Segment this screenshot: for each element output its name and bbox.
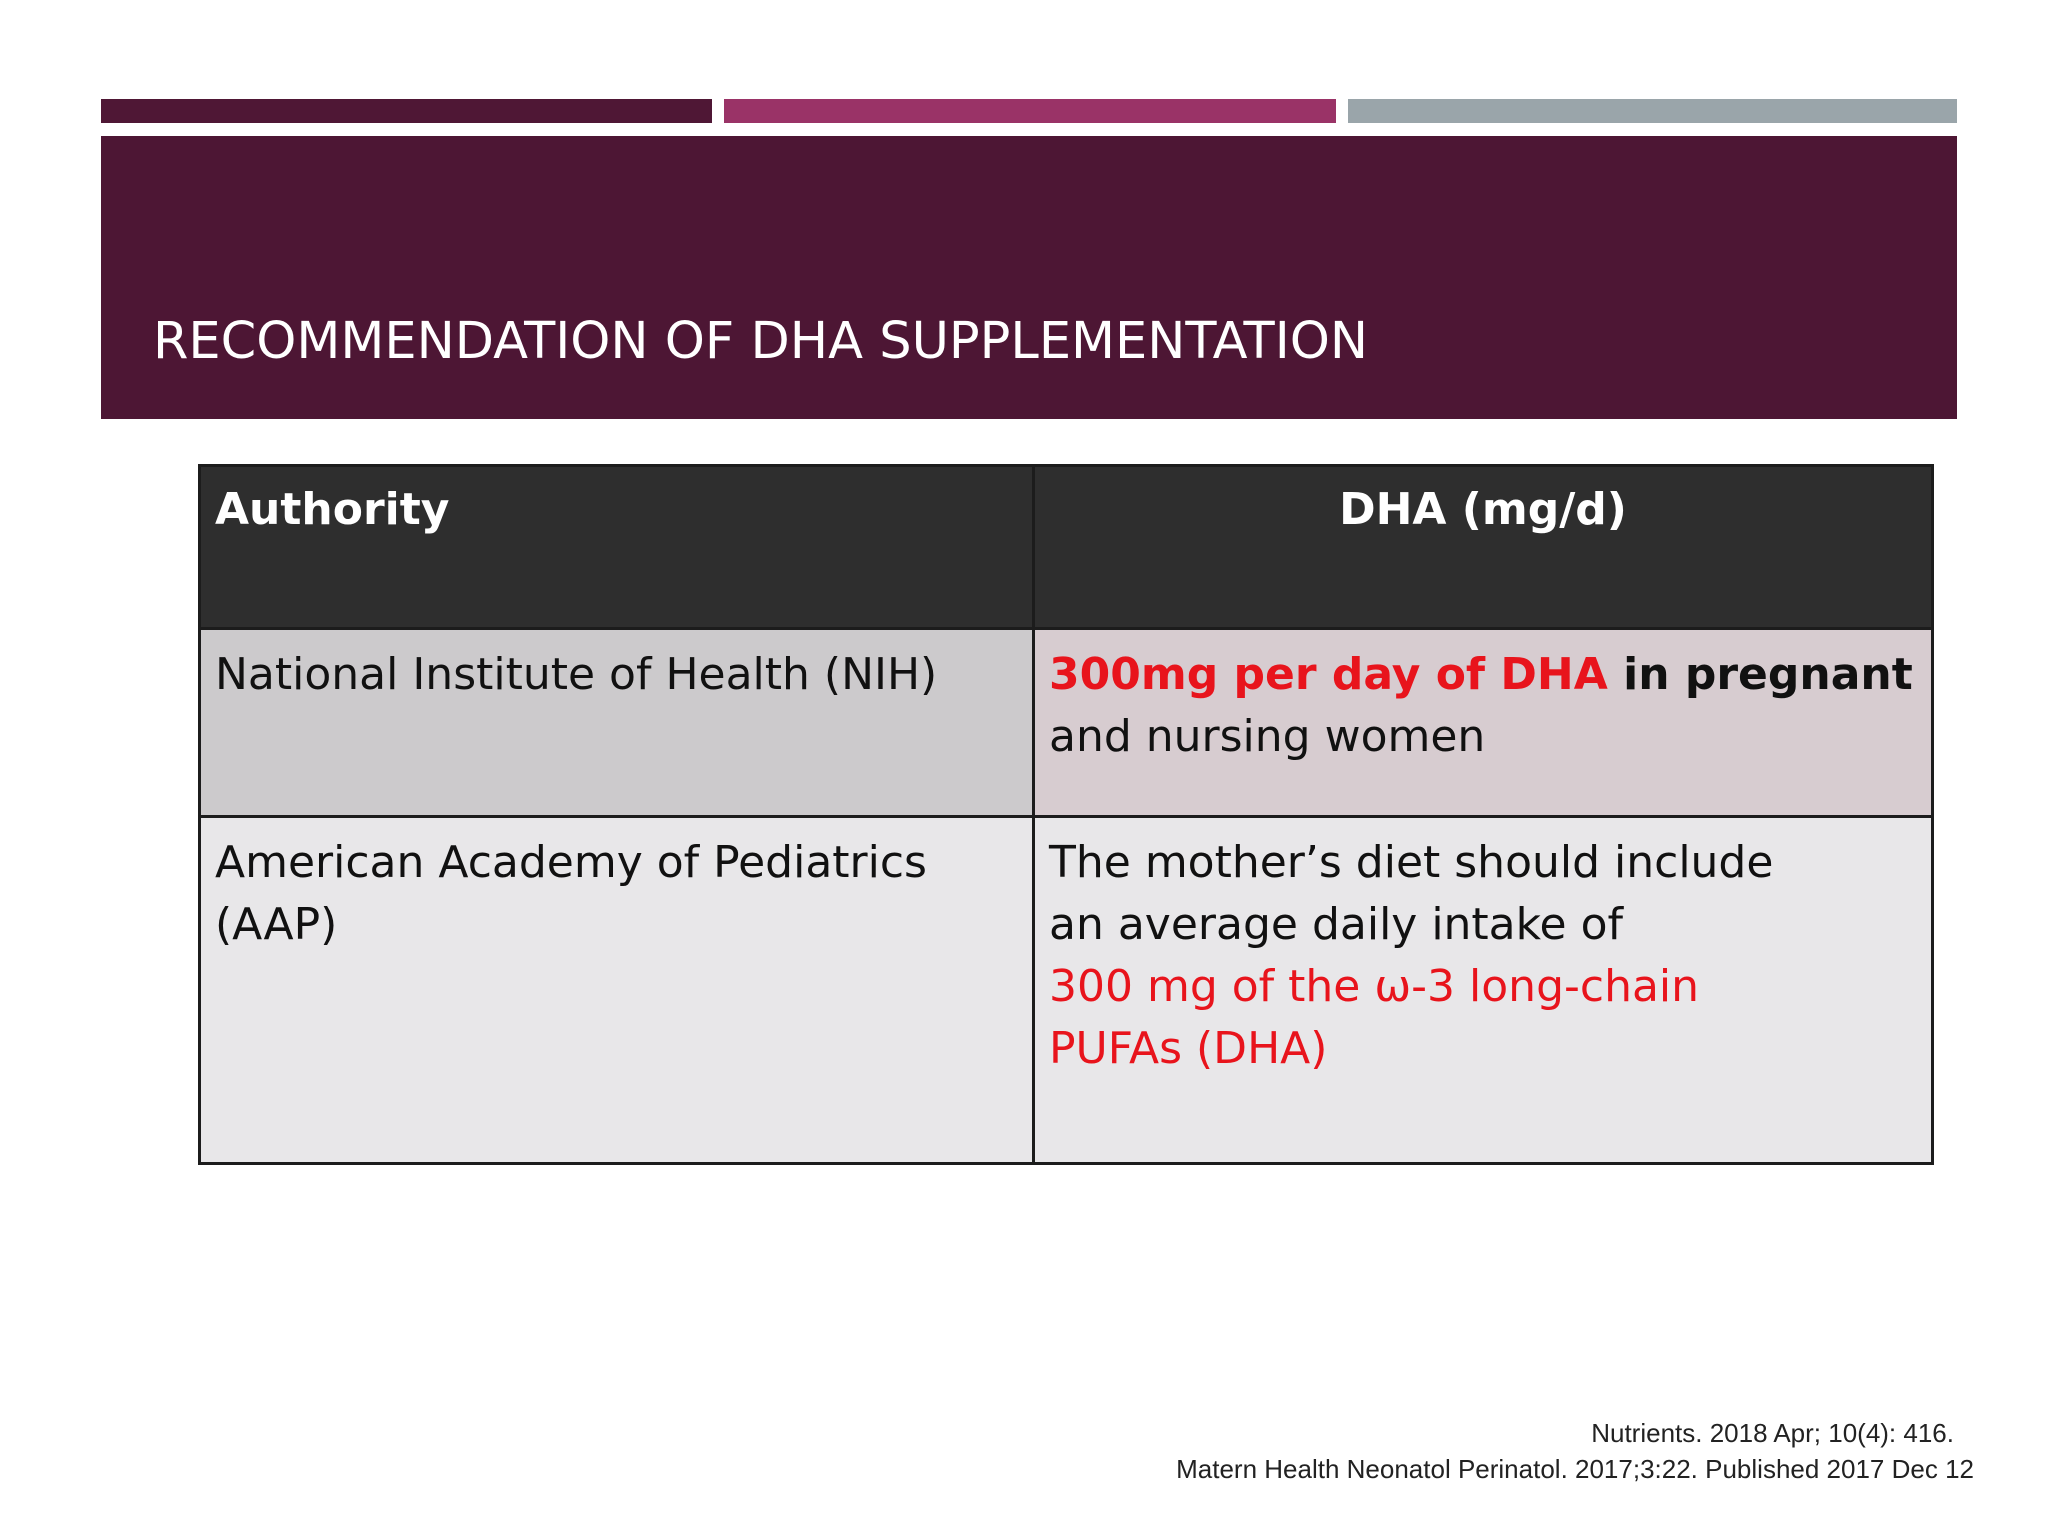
recommendation-table — [198, 464, 1931, 1165]
table-header-row — [200, 466, 1933, 629]
nih-dha-bold: in pregnant — [1607, 649, 1913, 700]
header-authority: Authority — [200, 466, 1034, 629]
cell-dha-nih — [1034, 629, 1933, 817]
accent-bar-magenta — [724, 99, 1336, 123]
table — [198, 464, 1934, 1165]
accent-bar-gray — [1348, 99, 1957, 123]
nih-dha-rest: and nursing women — [1049, 711, 1486, 762]
header-dha: DHA (mg/d) — [1034, 466, 1933, 629]
slide-title: RECOMMENDATION OF DHA SUPPLEMENTATION — [153, 312, 1369, 371]
cell-authority-nih: National Institute of Health (NIH) — [200, 629, 1034, 817]
reference-2: Matern Health Neonatol Perinatol. 2017;3:22. Published 2017 Dec 12 — [1176, 1454, 1974, 1484]
table-row — [200, 817, 1933, 1164]
cell-dha-aap — [1034, 817, 1933, 1164]
aap-dha-highlight1: 300 mg of the ω-3 long-chain — [1049, 961, 1700, 1012]
accent-bar-dark — [101, 99, 712, 123]
title-band — [101, 136, 1957, 419]
references — [1176, 1415, 1974, 1487]
aap-dha-highlight2: PUFAs (DHA) — [1049, 1023, 1328, 1074]
reference-1: Nutrients. 2018 Apr; 10(4): 416. — [1591, 1418, 1954, 1448]
cell-authority-aap: American Academy of Pediatrics (AAP) — [200, 817, 1034, 1164]
nih-dha-highlight: 300mg per day of DHA — [1049, 649, 1608, 700]
table-row — [200, 629, 1933, 817]
aap-dha-line2: an average daily intake of — [1049, 899, 1624, 950]
aap-dha-line1: The mother’s diet should include — [1049, 837, 1774, 888]
